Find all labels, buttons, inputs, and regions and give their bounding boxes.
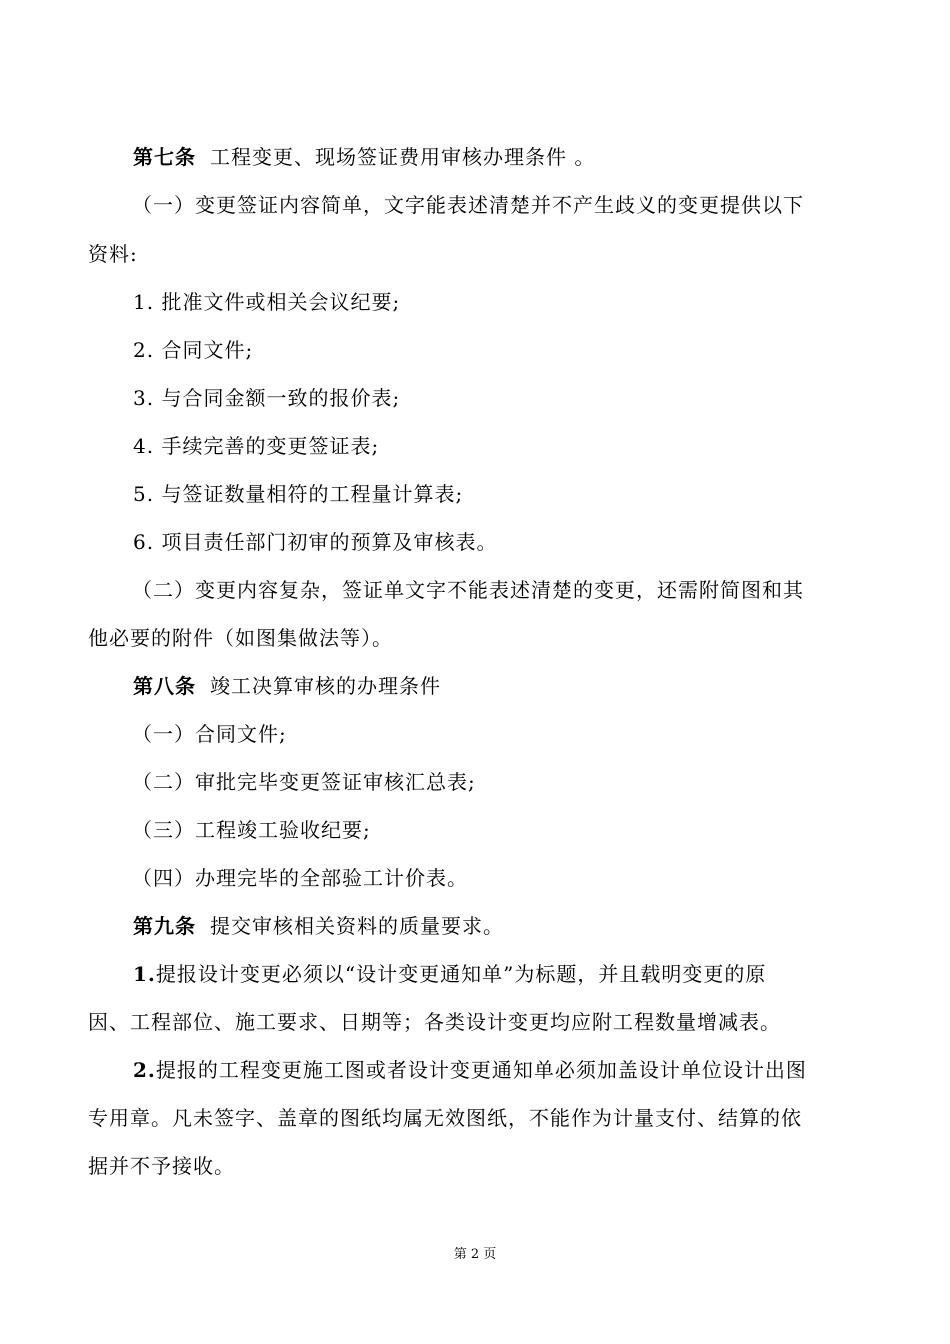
article9-p1-text: 提报设计变更必须以“设计变更通知单”为标题，并且载明变更的原 xyxy=(155,962,767,986)
article7-heading-line xyxy=(133,143,595,171)
article9-title: 提交审核相关资料的质量要求。 xyxy=(210,914,504,938)
article9-p2-text: 提报的工程变更施工图或者设计变更通知单必须加盖设计单位设计出图 xyxy=(155,1058,807,1082)
article7-list-item-2: 2. 合同文件; xyxy=(133,338,254,362)
article9-heading: 第九条 xyxy=(133,914,196,938)
article9-p1-line1 xyxy=(133,960,766,988)
article8-title: 竣工决算审核的办理条件 xyxy=(210,674,441,698)
article8-item-3: （三）工程竣工验收纪要; xyxy=(132,818,371,842)
article9-heading-line xyxy=(133,912,504,940)
article7-list-item-1: 1. 批准文件或相关会议纪要; xyxy=(133,290,401,314)
article7-heading: 第七条 xyxy=(133,145,196,169)
page-number: 第 2 页 xyxy=(453,1247,497,1262)
article7-item1-line2: 资料: xyxy=(88,242,138,266)
article9-p2-line2: 专用章。凡未签字、盖章的图纸均属无效图纸，不能作为计量支付、结算的依 xyxy=(88,1106,802,1130)
article8-item-4: （四）办理完毕的全部验工计价表。 xyxy=(132,866,468,890)
article7-title: 工程变更、现场签证费用审核办理条件 。 xyxy=(210,145,596,169)
article7-item2-line2: 他必要的附件（如图集做法等）。 xyxy=(88,626,393,650)
article7-list-item-3: 3. 与合同金额一致的报价表; xyxy=(133,386,401,410)
article9-p2-line1 xyxy=(133,1056,807,1084)
article8-item-2: （二）审批完毕变更签证审核汇总表; xyxy=(132,770,476,794)
article7-item1-line1: （一）变更签证内容简单，文字能表述清楚并不产生歧义的变更提供以下 xyxy=(132,193,804,217)
article8-heading-line xyxy=(133,672,441,700)
article8-item-1: （一）合同文件; xyxy=(132,722,287,746)
article7-list-item-4: 4. 手续完善的变更签证表; xyxy=(133,434,380,458)
article9-p1-line2: 因、工程部位、施工要求、日期等；各类设计变更均应附工程数量增减表。 xyxy=(88,1010,781,1034)
article9-p2-line3: 据并不予接收。 xyxy=(88,1154,235,1178)
article7-list-item-6: 6. 项目责任部门初审的预算及审核表。 xyxy=(133,530,498,554)
article9-p1-number: 1. xyxy=(133,962,156,986)
article9-p2-number: 2. xyxy=(133,1058,156,1082)
article8-heading: 第八条 xyxy=(133,674,196,698)
article7-item2-line1: （二）变更内容复杂，签证单文字不能表述清楚的变更，还需附简图和其 xyxy=(132,578,804,602)
article7-list-item-5: 5. 与签证数量相符的工程量计算表; xyxy=(133,482,464,506)
